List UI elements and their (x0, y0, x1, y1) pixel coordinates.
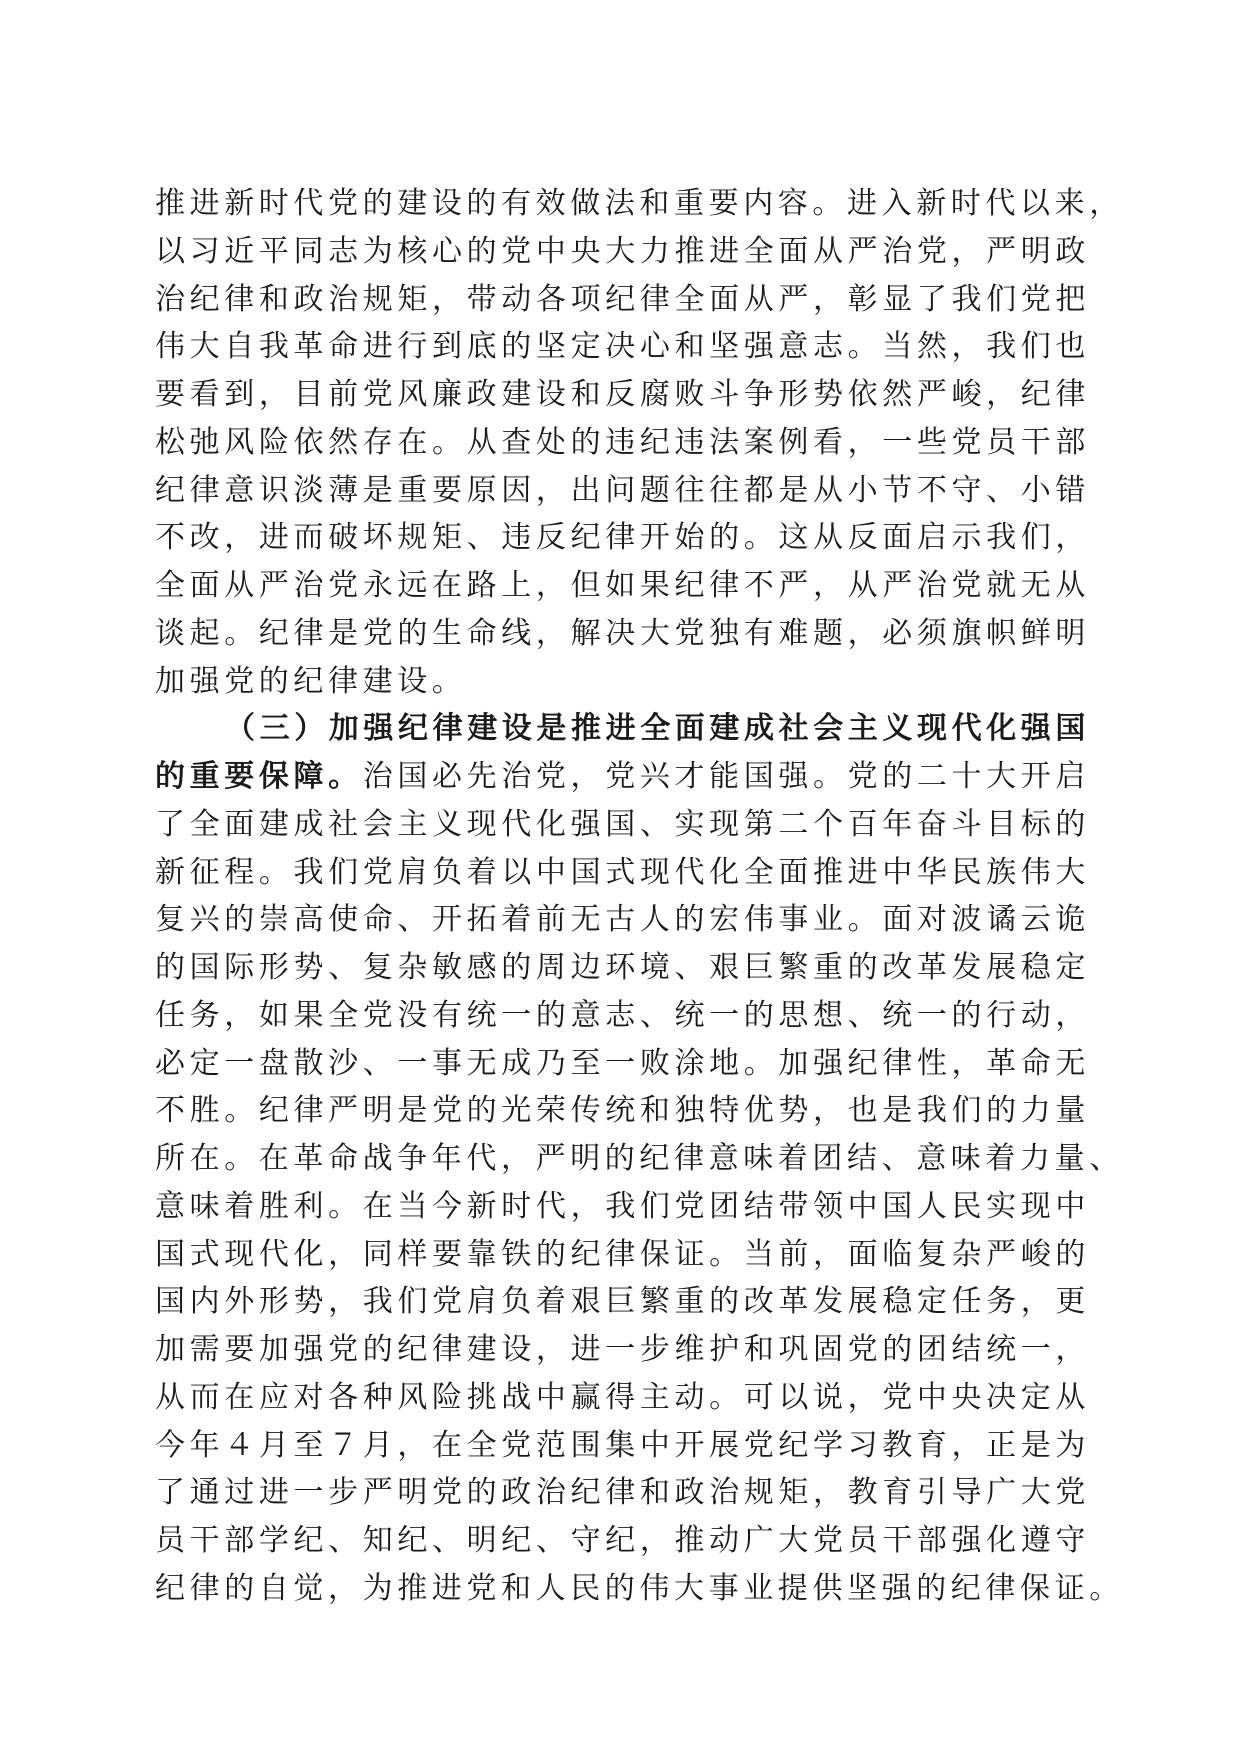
text-line-13 (155, 754, 1090, 800)
text-line-29 (155, 1518, 1090, 1564)
line-text: 纪律意识淡薄是重要原因，出问题往往都是从小节不守、小错 (155, 472, 1090, 508)
text-line-23 (155, 1232, 1090, 1278)
line-text: 谈起。纪律是党的生命线，解决大党独有难题，必须旗帜鲜明 (155, 615, 1090, 651)
line-text: 加需要加强党的纪律建设，进一步维护和巩固党的团结统一， (155, 1332, 1090, 1367)
text-line-7 (155, 468, 1090, 514)
text-line-22 (155, 1184, 1090, 1230)
section-heading-line (155, 706, 1090, 752)
text-line-27 (155, 1423, 1090, 1469)
text-line-19 (155, 1041, 1090, 1087)
line-text: 治国必先治党，党兴才能国强。党的二十大开启 (362, 759, 1090, 794)
line-text: 意味着胜利。在当今新时代，我们党团结带领中国人民实现中 (155, 1188, 1090, 1224)
line-text: 治纪律和政治规矩，带动各项纪律全面从严，彰显了我们党把 (155, 281, 1090, 317)
line-text: 伟大自我革命进行到底的坚定决心和坚强意志。当然，我们也 (155, 329, 1090, 365)
line-text: 今年４月至７月，在全党范围集中开展党纪学习教育，正是为 (155, 1427, 1090, 1463)
text-line-17 (155, 945, 1090, 991)
section-heading-tail: 的重要保障。 (155, 759, 363, 794)
text-line-21 (155, 1136, 1124, 1182)
line-text: 了全面建成社会主义现代化强国、实现第二个百年奋斗目标的 (155, 806, 1090, 842)
text-line-3 (155, 277, 1090, 323)
text-line-30 (155, 1566, 1124, 1612)
text-line-1 (155, 181, 1124, 227)
text-line-26 (155, 1375, 1090, 1421)
line-text: 新征程。我们党肩负着以中国式现代化全面推进中华民族伟大 (155, 854, 1090, 890)
text-line-28 (155, 1470, 1090, 1516)
text-line-2 (155, 229, 1090, 275)
section-heading-text: （三）加强纪律建设是推进全面建成社会主义现代化强国 (225, 711, 1090, 747)
line-text: 所在。在革命战争年代，严明的纪律意味着团结、意味着力量、 (155, 1141, 1124, 1176)
line-text: 纪律的自觉，为推进党和人民的伟大事业提供坚强的纪律保证。 (155, 1570, 1124, 1606)
text-line-11 (155, 659, 1090, 705)
document-body (155, 181, 1124, 1614)
text-line-25 (155, 1327, 1090, 1373)
line-text: 全面从严治党永远在路上，但如果纪律不严，从严治党就无从 (155, 568, 1090, 603)
text-line-24 (155, 1279, 1090, 1325)
text-line-9 (155, 563, 1090, 609)
line-text: 不胜。纪律严明是党的光荣传统和独特优势，也是我们的力量 (155, 1093, 1090, 1129)
text-line-8 (155, 515, 1090, 561)
line-text: 从而在应对各种风险挑战中赢得主动。可以说，党中央决定从 (155, 1379, 1090, 1415)
line-text: 国内外形势，我们党肩负着艰巨繁重的改革发展稳定任务，更 (155, 1284, 1090, 1320)
line-text: 加强党的纪律建设。 (155, 663, 467, 699)
line-text: 国式现代化，同样要靠铁的纪律保证。当前，面临复杂严峻的 (155, 1236, 1090, 1272)
text-line-10 (155, 611, 1090, 657)
line-text: 以习近平同志为核心的党中央大力推进全面从严治党，严明政 (155, 233, 1090, 269)
line-text: 任务，如果全党没有统一的意志、统一的思想、统一的行动， (155, 997, 1090, 1033)
text-line-15 (155, 850, 1090, 896)
text-line-14 (155, 802, 1090, 848)
text-line-16 (155, 897, 1090, 943)
line-text: 松弛风险依然存在。从查处的违纪违法案例看，一些党员干部 (155, 424, 1090, 460)
line-text: 了通过进一步严明党的政治纪律和政治规矩，教育引导广大党 (155, 1475, 1090, 1511)
text-line-18 (155, 993, 1090, 1039)
line-text: 不改，进而破坏规矩、违反纪律开始的。这从反面启示我们， (155, 520, 1090, 556)
line-text: 推进新时代党的建设的有效做法和重要内容。进入新时代以来， (155, 186, 1124, 221)
text-line-4 (155, 324, 1090, 370)
text-line-6 (155, 420, 1090, 466)
line-text: 的国际形势、复杂敏感的周边环境、艰巨繁重的改革发展稳定 (155, 950, 1090, 985)
line-text: 必定一盘散沙、一事无成乃至一败涂地。加强纪律性，革命无 (155, 1045, 1090, 1081)
line-text: 要看到，目前党风廉政建设和反腐败斗争形势依然严峻，纪律 (155, 377, 1090, 412)
text-line-5 (155, 372, 1090, 418)
text-line-20 (155, 1088, 1090, 1134)
line-text: 员干部学纪、知纪、明纪、守纪，推动广大党员干部强化遵守 (155, 1523, 1090, 1558)
line-text: 复兴的崇高使命、开拓着前无古人的宏伟事业。面对波谲云诡 (155, 902, 1090, 938)
